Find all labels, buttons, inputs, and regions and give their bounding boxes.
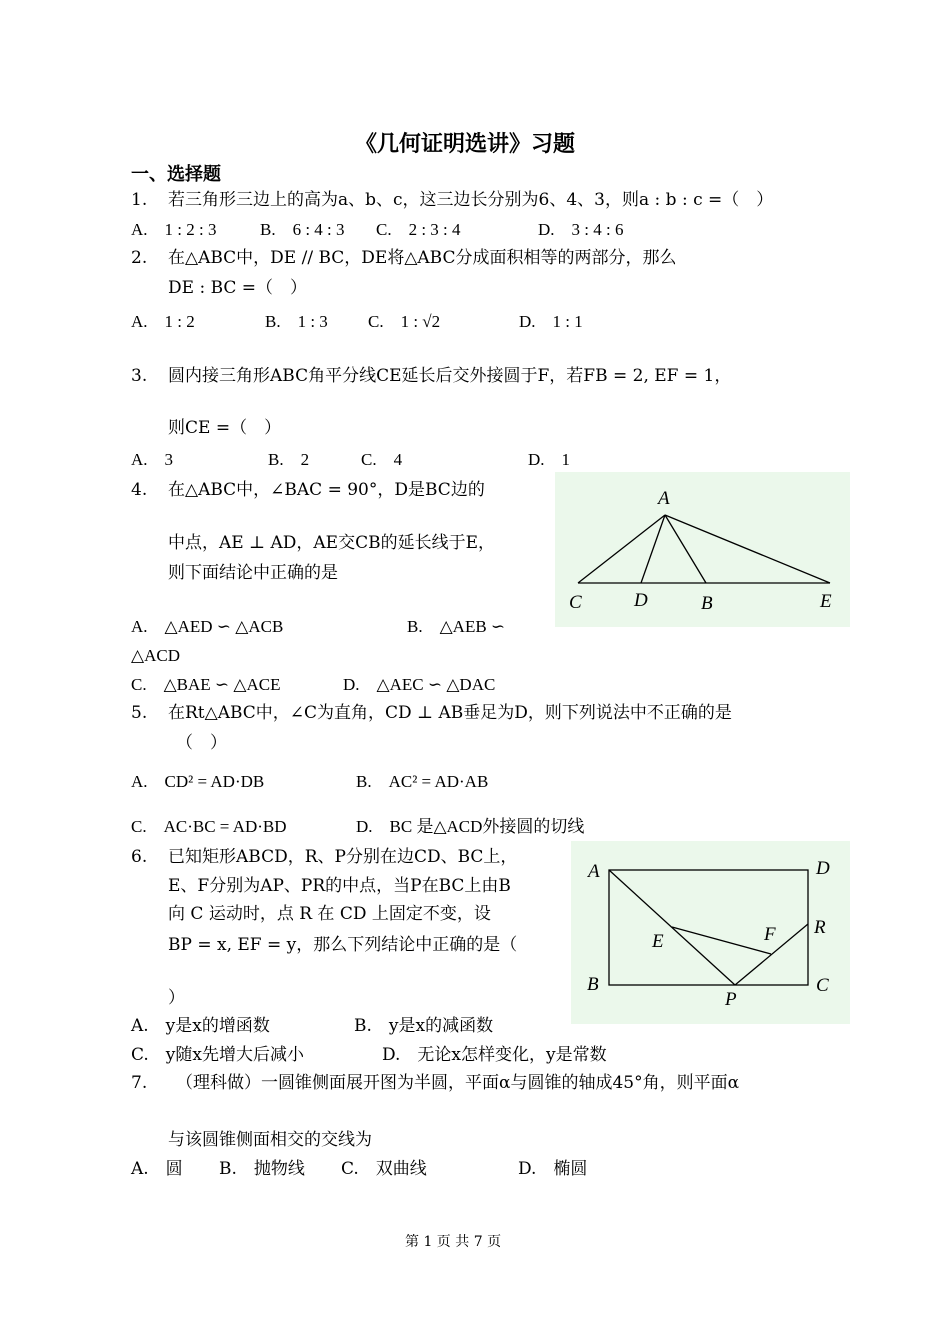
option-d: D. BC 是△ACD外接圆的切线 (356, 817, 585, 836)
label-e: E (652, 931, 664, 952)
label-d: D (816, 858, 830, 879)
rectangle-abcd (609, 870, 808, 985)
option-c: C. y随x先增大后减小 (131, 1045, 304, 1065)
option-a: A. CD² = AD·DB (131, 772, 265, 791)
rectangle-diagram (571, 841, 850, 1024)
question-number: 3. (131, 366, 148, 386)
question-text: （理科做）一圆锥侧面展开图为半圆，平面α与圆锥的轴成45°角，则平面α (176, 1073, 740, 1093)
line-ca (578, 515, 665, 583)
triangle-diagram (555, 472, 850, 627)
option-c: C. 2 : 3 : 4 (376, 220, 461, 239)
label-b: B (587, 974, 599, 995)
question-number: 4. (131, 480, 148, 500)
option-a: A. △AED ∽ △ACB (131, 617, 284, 636)
label-c: C (569, 592, 582, 613)
label-b: B (701, 593, 713, 614)
question-text: 若三角形三边上的高为a、b、c，这三边长分别为6、4、3，则a : b : c =（ ） (168, 190, 774, 210)
option-b: B. 1 : 3 (265, 312, 328, 331)
page-title: 《几何证明选讲》习题 (355, 132, 576, 157)
section-heading: 一、选择题 (131, 164, 221, 185)
triangle-figure (555, 472, 850, 627)
question-text: 在△ABC中，∠BAC = 90°，D是BC边的 (168, 480, 485, 500)
option-a: A. 1 : 2 (131, 312, 195, 331)
option-b: B. 2 (268, 450, 310, 469)
option-a: A. 圆 (131, 1159, 183, 1179)
line-ae (665, 515, 830, 583)
label-d: D (634, 590, 648, 611)
option-c: C. △BAE ∽ △ACE (131, 675, 281, 694)
option-b: B. 6 : 4 : 3 (260, 220, 345, 239)
option-b: B. y是x的减函数 (354, 1016, 494, 1036)
question-text: 则下面结论中正确的是 (168, 563, 338, 583)
option-d: D. 1 : 1 (519, 312, 583, 331)
question-text: ） (168, 988, 185, 1008)
option-a: A. 1 : 2 : 3 (131, 220, 217, 239)
option-d: D. 椭圆 (518, 1159, 588, 1179)
rectangle-figure (571, 841, 850, 1024)
question-number: 1. (131, 190, 148, 210)
question-number: 5. (131, 703, 148, 723)
line-ab (665, 515, 706, 583)
question-text: E、F分别为AP、PR的中点，当P在BC上由B (168, 876, 511, 896)
option-b: B. 抛物线 (219, 1159, 305, 1179)
question-text: 已知矩形ABCD，R、P分别在边CD、BC上， (168, 847, 518, 867)
page-footer: 第 1 页 共 7 页 (405, 1234, 502, 1250)
label-r: R (814, 917, 826, 938)
option-d: D. 3 : 4 : 6 (538, 220, 624, 239)
label-f: F (764, 924, 776, 945)
question-text: 则CE =（ ） (168, 418, 282, 438)
option-d: D. △AEC ∽ △DAC (343, 675, 496, 694)
label-p: P (725, 989, 737, 1010)
option-d: D. 1 (528, 450, 571, 469)
option-b: B. △AEB ∽ (407, 617, 506, 636)
question-text: DE : BC =（ ） (168, 278, 308, 298)
question-text: （ ） (176, 733, 227, 753)
question-text: BP = x, EF = y，那么下列结论中正确的是（ (168, 935, 518, 955)
label-a: A (658, 488, 670, 509)
question-text: 中点，AE ⊥ AD，AE交CB的延长线于E， (168, 533, 495, 553)
option-a: A. 3 (131, 450, 174, 469)
option-a: A. y是x的增函数 (131, 1016, 270, 1036)
option-c: C. 1 : √2 (368, 312, 441, 331)
option-c: C. AC·BC = AD·BD (131, 817, 287, 836)
question-text: 向 C 运动时，点 R 在 CD 上固定不变，设 (168, 904, 491, 924)
option-b-continued: △ACD (131, 646, 180, 665)
option-d: D. 无论x怎样变化，y是常数 (382, 1045, 607, 1065)
question-text: 与该圆锥侧面相交的交线为 (168, 1130, 372, 1150)
question-number: 7. (131, 1073, 148, 1093)
label-a: A (588, 861, 600, 882)
label-e: E (820, 591, 832, 612)
option-b: B. AC² = AD·AB (356, 772, 489, 791)
question-text: 在Rt△ABC中，∠C为直角，CD ⊥ AB垂足为D，则下列说法中不正确的是 (168, 703, 732, 723)
question-number: 2. (131, 248, 148, 268)
option-c: C. 4 (361, 450, 403, 469)
label-c: C (816, 975, 829, 996)
question-text: 在△ABC中，DE // BC，DE将△ABC分成面积相等的两部分，那么 (168, 248, 677, 268)
option-c: C. 双曲线 (341, 1159, 427, 1179)
question-text: 圆内接三角形ABC角平分线CE延长后交外接圆于F，若FB = 2, EF = 1， (168, 366, 732, 386)
question-number: 6. (131, 847, 148, 867)
